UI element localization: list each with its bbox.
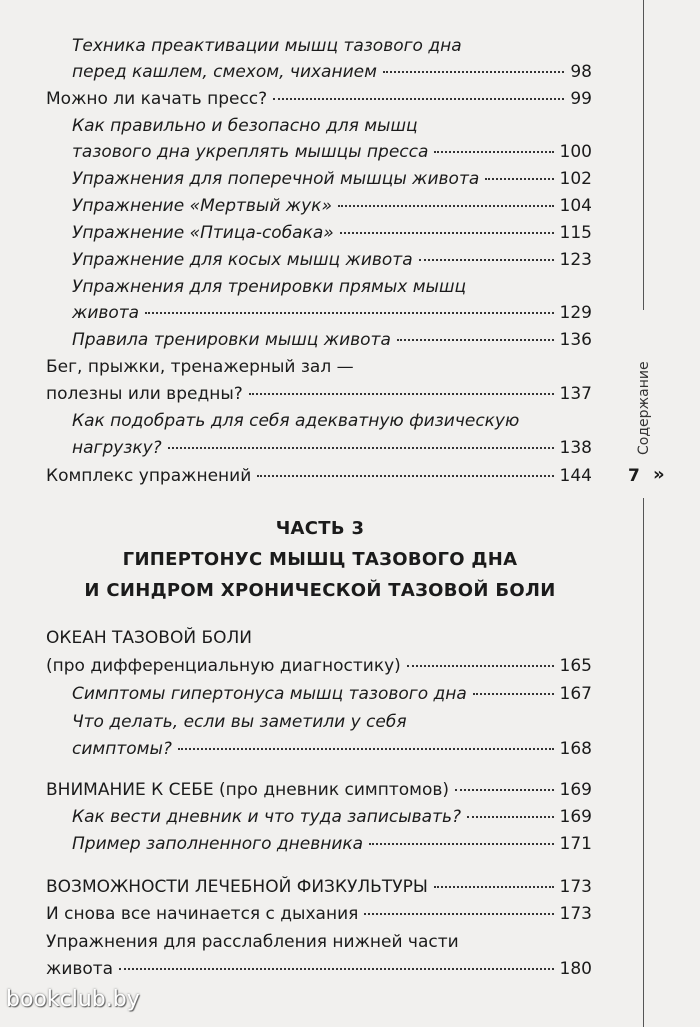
- toc-entry: [72, 302, 592, 324]
- toc-page-number: 169: [559, 780, 592, 800]
- toc-page-number: 168: [559, 739, 592, 759]
- leader-dots: [407, 665, 554, 667]
- toc-entry-text: тазового дна укреплять мышцы пресса: [72, 142, 429, 162]
- leader-dots: [434, 886, 554, 888]
- leader-dots: [473, 693, 554, 695]
- toc-entry: [72, 276, 592, 298]
- toc-entry-text: Упражнение «Мертвый жук»: [72, 196, 332, 216]
- toc-page-number: 171: [559, 834, 592, 854]
- toc-entry: [72, 437, 592, 459]
- toc-entry-text: ОКЕАН ТАЗОВОЙ БОЛИ: [46, 628, 253, 648]
- toc-entry-text: Техника преактивации мышц тазового дна: [72, 36, 462, 56]
- leader-dots: [364, 913, 553, 915]
- toc-page-number: 169: [559, 807, 592, 827]
- toc-entry-text: (про дифференциальную диагностику): [46, 656, 401, 676]
- toc-entry: [46, 876, 592, 898]
- leader-dots: [434, 151, 553, 153]
- toc-entry-text: Пример заполненного дневника: [72, 834, 364, 854]
- leader-dots: [419, 259, 554, 261]
- toc-page-number: 104: [559, 196, 592, 216]
- toc-entry: [46, 655, 592, 677]
- leader-dots: [338, 205, 554, 207]
- leader-dots: [340, 232, 554, 234]
- toc-entry: [46, 88, 592, 110]
- toc-page-number: 98: [570, 62, 592, 82]
- toc-entry: [72, 833, 592, 855]
- part-title-line-2: И СИНДРОМ ХРОНИЧЕСКОЙ ТАЗОВОЙ БОЛИ: [84, 580, 556, 601]
- toc-entry: [72, 61, 592, 83]
- toc-page-number: 129: [559, 303, 592, 323]
- toc-entry: [46, 779, 592, 801]
- double-arrow-icon: »: [653, 464, 659, 485]
- toc-entry-text: ВОЗМОЖНОСТИ ЛЕЧЕБНОЙ ФИЗКУЛЬТУРЫ: [46, 877, 428, 897]
- toc-entry-text: Правила тренировки мышц живота: [72, 330, 391, 350]
- toc-entry-text: Упражнения для расслабления нижней части: [46, 932, 459, 952]
- leader-dots: [467, 816, 554, 818]
- toc-entry: [46, 931, 592, 953]
- toc-page-number: 115: [559, 223, 592, 243]
- toc-entry-text: ВНИМАНИЕ К СЕБЕ (про дневник симптомов): [46, 780, 450, 800]
- toc-entry: [72, 35, 592, 57]
- leader-dots: [273, 98, 564, 100]
- margin-rule-top: [643, 0, 644, 310]
- toc-entry: [72, 115, 592, 137]
- toc-page-number: 136: [559, 330, 592, 350]
- toc-page-number: 173: [559, 877, 592, 897]
- toc-page-number: 102: [559, 169, 592, 189]
- toc-entry-text: Упражнения для поперечной мышцы живота: [72, 169, 480, 189]
- leader-dots: [369, 843, 553, 845]
- leader-dots: [249, 393, 554, 395]
- toc-entry-text: перед кашлем, смехом, чиханием: [72, 62, 377, 82]
- leader-dots: [119, 968, 553, 970]
- part-title-line-1: ГИПЕРТОНУС МЫШЦ ТАЗОВОГО ДНА: [122, 549, 518, 570]
- toc-page-number: 137: [559, 384, 592, 404]
- toc-entry: [46, 958, 592, 980]
- toc-entry-text: Упражнение «Птица-собака»: [72, 223, 334, 243]
- toc-entry-text: Симптомы гипертонуса мышц тазового дна: [72, 684, 467, 704]
- toc-page-number: 100: [559, 142, 592, 162]
- toc-entry: [46, 627, 592, 649]
- toc-page-number: 165: [559, 656, 592, 676]
- toc-page-number: 99: [570, 89, 592, 109]
- toc-entry: [72, 738, 592, 760]
- toc-entry-text: Можно ли качать пресс?: [46, 89, 268, 109]
- toc-entry: [46, 465, 592, 487]
- toc-entry: [72, 141, 592, 163]
- toc-entry: [72, 410, 592, 432]
- toc-entry-text: живота: [46, 959, 114, 979]
- toc-entry-text: живота: [72, 303, 140, 323]
- leader-dots: [383, 71, 564, 73]
- toc-entry-text: Упражнения для тренировки прямых мышц: [72, 277, 467, 297]
- toc-entry: [46, 903, 592, 925]
- leader-dots: [397, 339, 554, 341]
- toc-entry: [72, 329, 592, 351]
- toc-entry: [72, 222, 592, 244]
- toc-entry-text: нагрузку?: [72, 438, 162, 458]
- part-number: ЧАСТЬ 3: [275, 518, 365, 539]
- toc-page-number: 180: [559, 959, 592, 979]
- leader-dots: [145, 312, 553, 314]
- toc-entry-text: Упражнение для косых мышц живота: [72, 250, 413, 270]
- toc-entry: [72, 806, 592, 828]
- toc-entry-text: Как подобрать для себя адекватную физическую: [72, 411, 520, 431]
- toc-entry: [72, 683, 592, 705]
- toc-entry: [72, 195, 592, 217]
- toc-entry-text: Что делать, если вы заметили у себя: [72, 712, 407, 732]
- toc-entry-text: Комплекс упражнений: [46, 466, 252, 486]
- leader-dots: [257, 475, 553, 477]
- toc-entry: [46, 356, 592, 378]
- toc-entry-text: Как вести дневник и что туда записывать?: [72, 807, 462, 827]
- toc-page-number: 123: [559, 250, 592, 270]
- leader-dots: [168, 447, 554, 449]
- page-number: 7: [628, 466, 640, 486]
- toc-page-number: 144: [559, 466, 592, 486]
- toc-page-number: 138: [559, 438, 592, 458]
- toc-entry-text: И снова все начинается с дыхания: [46, 904, 359, 924]
- watermark: bookclub.by: [6, 987, 140, 1012]
- toc-entry: [72, 249, 592, 271]
- margin-rule-bottom: [643, 498, 644, 1027]
- toc-entry: [72, 168, 592, 190]
- running-head: Содержание: [636, 361, 652, 455]
- toc-page-number: 167: [559, 684, 592, 704]
- toc-entry-text: симптомы?: [72, 739, 172, 759]
- leader-dots: [485, 178, 553, 180]
- toc-entry-text: полезны или вредны?: [46, 384, 243, 404]
- toc-entry-text: Бег, прыжки, тренажерный зал —: [46, 357, 354, 377]
- toc-entry-text: Как правильно и безопасно для мышц: [72, 116, 418, 136]
- toc-entry: [46, 383, 592, 405]
- toc-page-number: 173: [559, 904, 592, 924]
- toc-entry: [72, 711, 592, 733]
- leader-dots: [178, 748, 554, 750]
- leader-dots: [455, 789, 554, 791]
